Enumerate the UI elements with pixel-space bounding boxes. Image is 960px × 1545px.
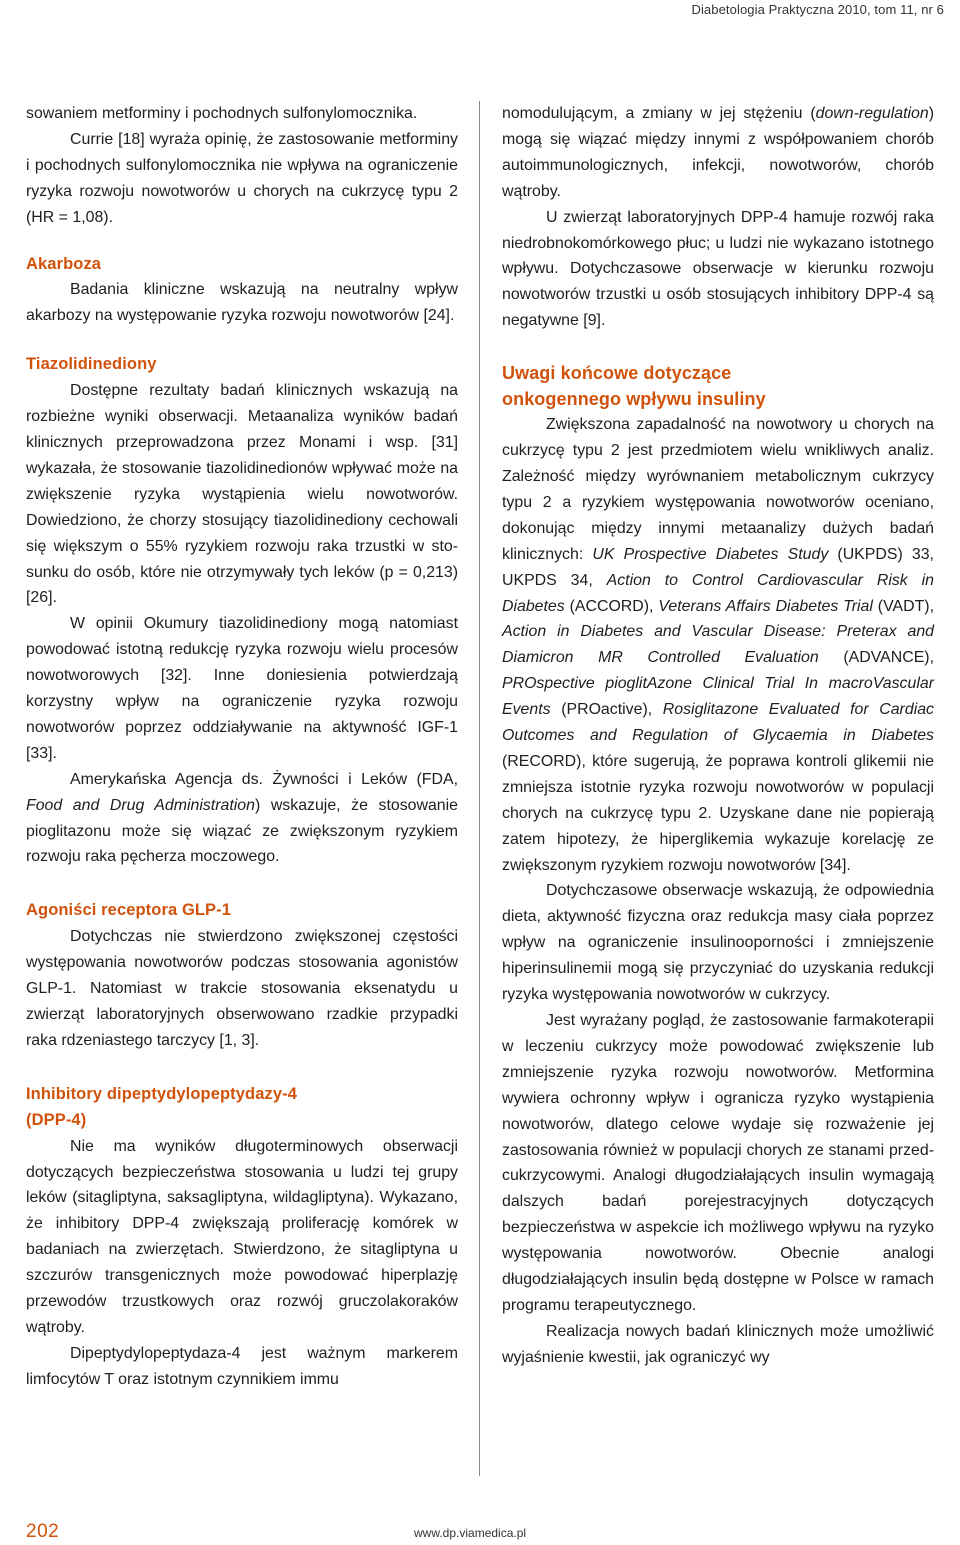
italic-text: down-regulation <box>815 105 929 122</box>
paragraph: W opinii Okumury tiazolidinediony mogą natomiast powodować istotną redukcję ryzyka rozwoju wielu procesów nowotworowych [32]. Inne doniesienia potwierdzają korzystny wpływ na ograniczenie ryzyka rozwoju nowotworów poprzez oddziaływanie na aktywność IGF-1 [33]. <box>26 615 458 762</box>
paragraph <box>502 412 934 878</box>
italic-text: Action in Diabetes and Vascular Disease: Preterax and Diamicron MR Controlled Evaluation <box>502 623 934 667</box>
heading-line: Inhibitory dipeptydylopeptydazy-4 <box>26 1084 297 1103</box>
italic-text: Veterans Affairs Diabetes Trial <box>658 597 873 615</box>
heading-line: onkogennego wpływu insuliny <box>502 389 766 410</box>
heading-line: Uwagi końcowe dotyczące <box>502 363 732 384</box>
text-run: ) wskazuje, że stosowanie pioglitazonu może się wiązać ze zwiększonym ryzykiem rozwoju raka pęcherza moczowego. <box>26 796 459 866</box>
paragraph: Dipeptydylopeptydaza-4 jest ważnym markerem limfocytów T oraz istotnym czynnikiem immu <box>26 1344 458 1388</box>
right-column <box>502 101 934 1371</box>
paragraph: Dostępne rezultaty badań klinicznych wskazują na rozbieżne wyniki obserwacji. Metaanaliza wyników badań klinicznych przeprowadzona przez Monami i wsp. [31] wykazała, że stosowanie tiazolidinedionów wpływać może na zwiększenie ryzyka wystąpienia wielu nowotworów. Dowiedziono, że chorzy stosujący tiazolidinediony cechowali się większym o 55% ryzykiem rozwoju raka trzustki w stosunku do osób, które nie otrzymywały tych leków (p = 0,213) [26]. <box>26 382 458 607</box>
text-run: (UKPDS) 33, UKPDS 34, <box>502 545 934 589</box>
section-heading-uwagi <box>502 360 934 412</box>
text-run: (RECORD), które sugerują, że poprawa kontroli glikemii nie zmniejsza istotnie ryzyka rozwoju nowotworów w populacji chorych na cukrzycę typu 2. Uzyskane dane nie popierają zatem hipotezy, że hiperglikemia wykazuje korelację ze zwiększonym ryzykiem rozwoju nowotworów [34]. <box>502 752 934 874</box>
text-run: (PROactive), <box>550 701 663 719</box>
paragraph <box>26 767 458 871</box>
paragraph: Dotychczasowe obserwacje wskazują, że odpowiednia dieta, aktywność fizyczna oraz redukcja masy ciała poprzez wpływ na ograniczenie insulinooporności i zmniejszenie hiperinsulinemii mogą się przyczyniać do uzyskania redukcji ryzyka występowania nowotworów w cukrzycy. <box>502 882 934 1004</box>
paragraph: U zwierząt laboratoryjnych DPP-4 hamuje rozwój raka niedrobnokomórkowego płuc; u ludzi nie wykazano istotnego wpływu. Dotychczasowe obserwacje w kierunku rozwoju nowotworów trzustki u osób stosujących inhibitory DPP-4 są negatywne [9]. <box>502 208 934 330</box>
running-head: Diabetologia Praktyczna 2010, tom 11, nr 6 <box>691 2 944 17</box>
text-run: (ADVANCE), <box>818 649 934 667</box>
heading-line: (DPP-4) <box>26 1110 87 1129</box>
section-heading-glp1: Agoniści receptora GLP-1 <box>26 901 232 920</box>
text-run: Zwiększona zapadalność na nowotwory u chorych na cukrzycę typu 2 jest przedmiotem wielu wnikliwych analiz. Zależność między wyrównaniem metabolicznym cukrzycy typu 2 a ryzykiem występowania nowotworów oceniano, dokonując między innymi metaanalizy dużych badań klinicznych: <box>502 416 934 563</box>
paragraph <box>502 101 934 205</box>
italic-text: UK Prospective Diabetes Study <box>592 545 829 563</box>
column-divider <box>479 101 480 1476</box>
text-run: nomodulującym, a zmiany w jej stężeniu ( <box>502 105 816 122</box>
section-heading-tiazolidinediony: Tiazolidinediony <box>26 355 157 374</box>
text-run: Amerykańska Agencja ds. Żywności i Leków (FDA, <box>70 770 458 788</box>
page-number: 202 <box>26 1521 60 1542</box>
paragraph: sowaniem metforminy i pochodnych sulfonylomocznika. <box>26 105 418 122</box>
paragraph: Realizacja nowych badań klinicznych może umożliwić wyjaśnienie kwestii, jak ograniczyć wy <box>502 1322 934 1366</box>
paragraph: Badania kliniczne wskazują na neutralny wpływ akarbozy na występowanie ryzyka rozwoju nowotworów [24]. <box>26 281 458 325</box>
paragraph: Currie [18] wyraża opinię, że zastosowanie metforminy i pochodnych sulfonylomocznika nie wpływa na ograniczenie ryzyka rozwoju nowotworów u chorych na cukrzycę typu 2 (HR = 1,08). <box>26 130 458 226</box>
left-column <box>26 101 458 1393</box>
paragraph: Jest wyrażany pogląd, że zastosowanie farmakoterapii w leczeniu cukrzycy może powodować zwiększenie lub zmniejszenie ryzyka rozwoju nowotworów. Metformina wywiera ochronny wpływ i ogranicza ryzyko wystąpienia nowotworów, dlatego celowe wydaje się rozważenie jej zastosowania również w populacji chorych ze stanami przedcukrzycowymi. Analogi długodziałających insulin wymagają dalszych badań porejestracyjnych dotyczących bezpieczeństwa w aspekcie ich możliwego wpływu na ryzyko występowania nowotworów. Obecnie analogi długodziałających insulin będą dostępne w Polsce w ramach programu terapeutycznego. <box>502 1012 934 1314</box>
paragraph: Dotychczas nie stwierdzono zwiększonej częstości występowania nowotworów podczas stosowania agonistów GLP-1. Natomiast w trakcie stosowania eksenatydu u zwierząt laboratoryjnych obserwowano rzadkie przypadki raka rdzeniastego tarczycy [1, 3]. <box>26 928 458 1049</box>
italic-text: PROspective pioglitAzone Clinical Trial In macroVascular Events <box>502 675 934 719</box>
section-heading-dpp4 <box>26 1082 458 1134</box>
footer-url: www.dp.viamedica.pl <box>414 1526 527 1540</box>
text-run: (VADT), <box>872 597 934 615</box>
italic-text: Action to Control Cardiovascular Risk in Diabetes <box>502 571 935 615</box>
text-run: (ACCORD), <box>564 597 659 615</box>
italic-text: Food and Drug Administration <box>26 796 255 814</box>
section-heading-akarboza: Akarboza <box>26 254 102 273</box>
text-run: ) mogą się wiązać między innymi z współpowaniem chorób autoimmunologicznych, infekcji, nowotworów, chorób wątroby. <box>502 105 934 200</box>
paragraph: Nie ma wyników długoterminowych obserwacji dotyczących bezpieczeństwa stosowania u ludzi tej grupy leków (sitagliptyna, saksagliptyna, wildagliptyna). Wykazano, że inhibitory DPP-4 zwiększają proliferację komórek w badaniach na zwierzętach. Stwierdzono, że sitagliptyna u szczurów transgenicznych może powodować hiperplazję przewodów trzustkowych oraz rozwój gruczolakoraków wątroby. <box>26 1137 458 1336</box>
italic-text: Rosiglitazone Evaluated for Cardiac Outcomes and Regulation of Glycaemia in Diabetes <box>502 701 935 745</box>
